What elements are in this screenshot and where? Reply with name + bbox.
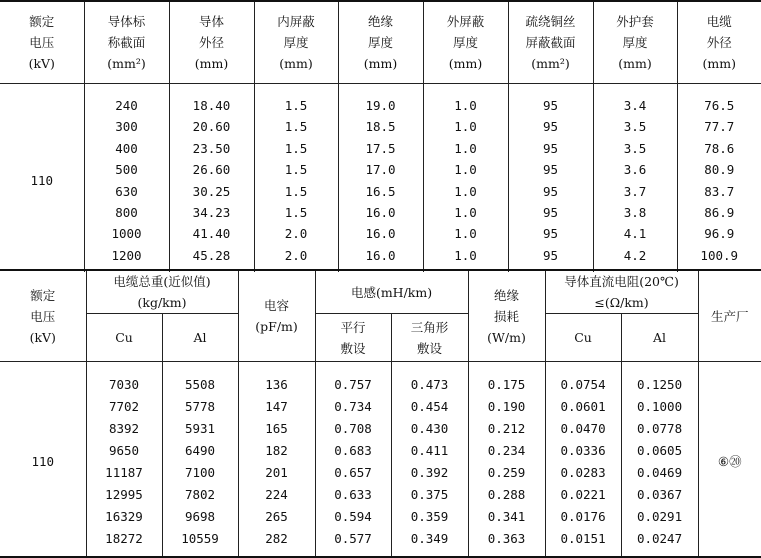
header-line: 厚度 xyxy=(339,32,423,53)
header-line: (W/m) xyxy=(469,327,545,348)
header-line: (mm) xyxy=(255,53,338,74)
col-outer-shield xyxy=(423,84,508,273)
table-cell: 0.0754 xyxy=(546,374,621,396)
table-cell: 0.411 xyxy=(392,440,468,462)
header-cable-diameter xyxy=(677,1,761,84)
data-row xyxy=(0,84,761,273)
table-cell: 16.5 xyxy=(339,181,423,202)
table-cell: 6490 xyxy=(163,440,238,462)
header-parallel-laying xyxy=(315,314,391,362)
table-cell: 45.28 xyxy=(170,245,254,266)
table-cell: 0.1250 xyxy=(622,374,698,396)
header-line: 绝缘 xyxy=(469,285,545,306)
header-line: 损耗 xyxy=(469,306,545,327)
table-cell: 0.0291 xyxy=(622,506,698,528)
table-cell: 95 xyxy=(509,138,593,159)
header-line: (mm²) xyxy=(85,53,169,74)
table-cell: 0.0176 xyxy=(546,506,621,528)
table-cell: 1.0 xyxy=(424,181,508,202)
table-cell: 0.473 xyxy=(392,374,468,396)
header-line: (mm) xyxy=(170,53,254,74)
table-cell: 1.5 xyxy=(255,202,338,223)
table-cell: 5778 xyxy=(163,396,238,418)
header-line: 导体标 xyxy=(85,11,169,32)
table-cell: 80.9 xyxy=(678,159,761,180)
table-cell: 96.9 xyxy=(678,223,761,244)
header-resistance-cu: Cu xyxy=(545,314,621,362)
table-cell: 3.7 xyxy=(594,181,677,202)
table-cell: 95 xyxy=(509,116,593,137)
table-cell: 10559 xyxy=(163,528,238,550)
col-inductance-trefoil xyxy=(391,362,468,558)
col-inductance-parallel xyxy=(315,362,391,558)
header-line: 三角形 xyxy=(392,317,468,338)
header-line: (mm) xyxy=(424,53,508,74)
header-row-1 xyxy=(0,270,761,314)
col-resistance-al xyxy=(621,362,698,558)
table-cell: 182 xyxy=(239,440,315,462)
table-cell: 165 xyxy=(239,418,315,440)
table-cell: 1.5 xyxy=(255,95,338,116)
cable-dimensions-table xyxy=(0,0,761,272)
header-line: 敷设 xyxy=(316,338,391,359)
data-row xyxy=(0,362,761,558)
table-cell: 23.50 xyxy=(170,138,254,159)
table-cell: 16329 xyxy=(87,506,162,528)
table-cell: 0.0336 xyxy=(546,440,621,462)
table-cell: 3.5 xyxy=(594,138,677,159)
col-inner-shield xyxy=(254,84,338,273)
table-cell: 300 xyxy=(85,116,169,137)
table-cell: 18.40 xyxy=(170,95,254,116)
header-manufacturer: 生产厂 xyxy=(698,270,761,362)
header-line: 称截面 xyxy=(85,32,169,53)
table-cell: 19.0 xyxy=(339,95,423,116)
table-cell: 7030 xyxy=(87,374,162,396)
col-copper-shield xyxy=(508,84,593,273)
table-cell: 136 xyxy=(239,374,315,396)
table-cell: 5931 xyxy=(163,418,238,440)
table-cell: 1.5 xyxy=(255,159,338,180)
table-cell: 0.657 xyxy=(316,462,391,484)
header-capacitance xyxy=(238,270,315,362)
col-conductor-section xyxy=(84,84,169,273)
manufacturer-cell: ⑥⑳ xyxy=(698,362,761,558)
table-cell: 800 xyxy=(85,202,169,223)
col-weight-al xyxy=(162,362,238,558)
table-cell: 16.0 xyxy=(339,223,423,244)
header-inner-shield-thickness xyxy=(254,1,338,84)
header-conductor-section xyxy=(84,1,169,84)
col-capacitance xyxy=(238,362,315,558)
table-cell: 1.5 xyxy=(255,181,338,202)
table-cell: 76.5 xyxy=(678,95,761,116)
header-line: (mm²) xyxy=(509,53,593,74)
table-cell: 95 xyxy=(509,245,593,266)
header-line: (pF/m) xyxy=(239,316,315,337)
table-cell: 1200 xyxy=(85,245,169,266)
table-cell: 95 xyxy=(509,223,593,244)
header-line: 厚度 xyxy=(424,32,508,53)
table-cell: 147 xyxy=(239,396,315,418)
table-cell: 0.212 xyxy=(469,418,545,440)
table-cell: 1.0 xyxy=(424,245,508,266)
col-weight-cu xyxy=(86,362,162,558)
col-resistance-cu xyxy=(545,362,621,558)
table-cell: 4.2 xyxy=(594,245,677,266)
table-cell: 9698 xyxy=(163,506,238,528)
header-row xyxy=(0,1,761,84)
header-line: (kV) xyxy=(0,327,86,348)
table-cell: 240 xyxy=(85,95,169,116)
table-cell: 201 xyxy=(239,462,315,484)
header-line: 疏绕铜丝 xyxy=(509,11,593,32)
table-cell: 0.734 xyxy=(316,396,391,418)
header-line: 额定 xyxy=(0,285,86,306)
header-weight-al: Al xyxy=(162,314,238,362)
header-sheath-thickness xyxy=(593,1,677,84)
table-cell: 3.8 xyxy=(594,202,677,223)
header-line: 屏蔽截面 xyxy=(509,32,593,53)
table-cell: 0.0605 xyxy=(622,440,698,462)
col-insulation-loss xyxy=(468,362,545,558)
header-line: 外径 xyxy=(678,32,761,53)
header-outer-shield-thickness xyxy=(423,1,508,84)
header-trefoil-laying xyxy=(391,314,468,362)
header-weight-cu: Cu xyxy=(86,314,162,362)
col-insulation xyxy=(338,84,423,273)
table-cell: 0.0247 xyxy=(622,528,698,550)
header-insulation-loss xyxy=(468,270,545,362)
table-cell: 0.430 xyxy=(392,418,468,440)
header-line: 外护套 xyxy=(594,11,677,32)
table-cell: 18272 xyxy=(87,528,162,550)
table-cell: 95 xyxy=(509,202,593,223)
table-cell: 3.4 xyxy=(594,95,677,116)
header-line: 敷设 xyxy=(392,338,468,359)
table-cell: 8392 xyxy=(87,418,162,440)
table-cell: 26.60 xyxy=(170,159,254,180)
header-conductor-diameter xyxy=(169,1,254,84)
header-line: 厚度 xyxy=(594,32,677,53)
table-cell: 0.288 xyxy=(469,484,545,506)
table-cell: 0.708 xyxy=(316,418,391,440)
table-cell: 3.6 xyxy=(594,159,677,180)
table-cell: 16.0 xyxy=(339,202,423,223)
table-cell: 0.175 xyxy=(469,374,545,396)
table-cell: 95 xyxy=(509,159,593,180)
col-sheath xyxy=(593,84,677,273)
table-cell: 5508 xyxy=(163,374,238,396)
table-cell: 0.757 xyxy=(316,374,391,396)
table-cell: 265 xyxy=(239,506,315,528)
table-cell: 18.5 xyxy=(339,116,423,137)
table-cell: 30.25 xyxy=(170,181,254,202)
table-cell: 1.0 xyxy=(424,138,508,159)
table-cell: 7702 xyxy=(87,396,162,418)
header-line: 额定 xyxy=(0,11,84,32)
header-line: 电压 xyxy=(0,32,84,53)
table-cell: 16.0 xyxy=(339,245,423,266)
header-line: 电缆总重(近似值) xyxy=(87,271,238,292)
table-cell: 100.9 xyxy=(678,245,761,266)
table-cell: 0.0469 xyxy=(622,462,698,484)
col-conductor-diameter xyxy=(169,84,254,273)
header-line: 平行 xyxy=(316,317,391,338)
voltage-cell: 110 xyxy=(0,362,86,558)
header-line: 绝缘 xyxy=(339,11,423,32)
table-cell: 2.0 xyxy=(255,223,338,244)
table-cell: 78.6 xyxy=(678,138,761,159)
table-cell: 0.1000 xyxy=(622,396,698,418)
header-inductance: 电感(mH/km) xyxy=(315,270,468,314)
table-cell: 0.363 xyxy=(469,528,545,550)
table-cell: 86.9 xyxy=(678,202,761,223)
table-cell: 3.5 xyxy=(594,116,677,137)
table-cell: 0.359 xyxy=(392,506,468,528)
table-cell: 0.375 xyxy=(392,484,468,506)
header-line: 导体 xyxy=(170,11,254,32)
header-line: ≤(Ω/km) xyxy=(546,292,698,313)
table-cell: 95 xyxy=(509,95,593,116)
header-line: 电压 xyxy=(0,306,86,327)
header-rated-voltage xyxy=(0,1,84,84)
header-line: (mm) xyxy=(678,53,761,74)
header-line: 外屏蔽 xyxy=(424,11,508,32)
table-cell: 630 xyxy=(85,181,169,202)
table-cell: 1.0 xyxy=(424,223,508,244)
table-cell: 77.7 xyxy=(678,116,761,137)
table-cell: 83.7 xyxy=(678,181,761,202)
table-cell: 7802 xyxy=(163,484,238,506)
table-cell: 0.683 xyxy=(316,440,391,462)
table-cell: 20.60 xyxy=(170,116,254,137)
table-cell: 0.0151 xyxy=(546,528,621,550)
table-cell: 34.23 xyxy=(170,202,254,223)
table-cell: 0.0367 xyxy=(622,484,698,506)
table-cell: 1.0 xyxy=(424,159,508,180)
header-line: 电缆 xyxy=(678,11,761,32)
header-total-weight xyxy=(86,270,238,314)
table-cell: 1.5 xyxy=(255,116,338,137)
table-cell: 0.392 xyxy=(392,462,468,484)
header-line: 导体直流电阻(20℃) xyxy=(546,271,698,292)
table-cell: 0.577 xyxy=(316,528,391,550)
header-line: 外径 xyxy=(170,32,254,53)
table-cell: 0.190 xyxy=(469,396,545,418)
header-line: (kV) xyxy=(0,53,84,74)
table-cell: 282 xyxy=(239,528,315,550)
header-line: 电容 xyxy=(239,295,315,316)
table-cell: 0.234 xyxy=(469,440,545,462)
table-cell: 0.259 xyxy=(469,462,545,484)
table-cell: 0.633 xyxy=(316,484,391,506)
header-copper-wire-shield xyxy=(508,1,593,84)
header-line: (mm) xyxy=(339,53,423,74)
table-cell: 0.0601 xyxy=(546,396,621,418)
header-line: (mm) xyxy=(594,53,677,74)
header-insulation-thickness xyxy=(338,1,423,84)
table-cell: 9650 xyxy=(87,440,162,462)
header-resistance-al: Al xyxy=(621,314,698,362)
col-cable-diameter xyxy=(677,84,761,273)
header-row-2 xyxy=(0,314,761,362)
table-cell: 0.0221 xyxy=(546,484,621,506)
table-cell: 0.454 xyxy=(392,396,468,418)
table-cell: 17.5 xyxy=(339,138,423,159)
table-cell: 0.594 xyxy=(316,506,391,528)
table-cell: 1000 xyxy=(85,223,169,244)
header-dc-resistance xyxy=(545,270,698,314)
header-line: (kg/km) xyxy=(87,292,238,313)
table-cell: 1.0 xyxy=(424,116,508,137)
header-line: 厚度 xyxy=(255,32,338,53)
table-cell: 17.0 xyxy=(339,159,423,180)
table-cell: 0.341 xyxy=(469,506,545,528)
table-cell: 41.40 xyxy=(170,223,254,244)
table-cell: 1.5 xyxy=(255,138,338,159)
cable-electrical-table xyxy=(0,269,761,558)
table-cell: 500 xyxy=(85,159,169,180)
header-line: 内屏蔽 xyxy=(255,11,338,32)
table-cell: 4.1 xyxy=(594,223,677,244)
voltage-cell: 110 xyxy=(0,84,84,273)
table-cell: 0.0470 xyxy=(546,418,621,440)
table-cell: 7100 xyxy=(163,462,238,484)
table-cell: 12995 xyxy=(87,484,162,506)
table-cell: 0.0283 xyxy=(546,462,621,484)
table-cell: 1.0 xyxy=(424,95,508,116)
table-cell: 95 xyxy=(509,181,593,202)
table-cell: 0.0778 xyxy=(622,418,698,440)
table-cell: 224 xyxy=(239,484,315,506)
table-cell: 400 xyxy=(85,138,169,159)
table-cell: 11187 xyxy=(87,462,162,484)
header-rated-voltage xyxy=(0,270,86,362)
table-cell: 0.349 xyxy=(392,528,468,550)
table-cell: 2.0 xyxy=(255,245,338,266)
table-cell: 1.0 xyxy=(424,202,508,223)
